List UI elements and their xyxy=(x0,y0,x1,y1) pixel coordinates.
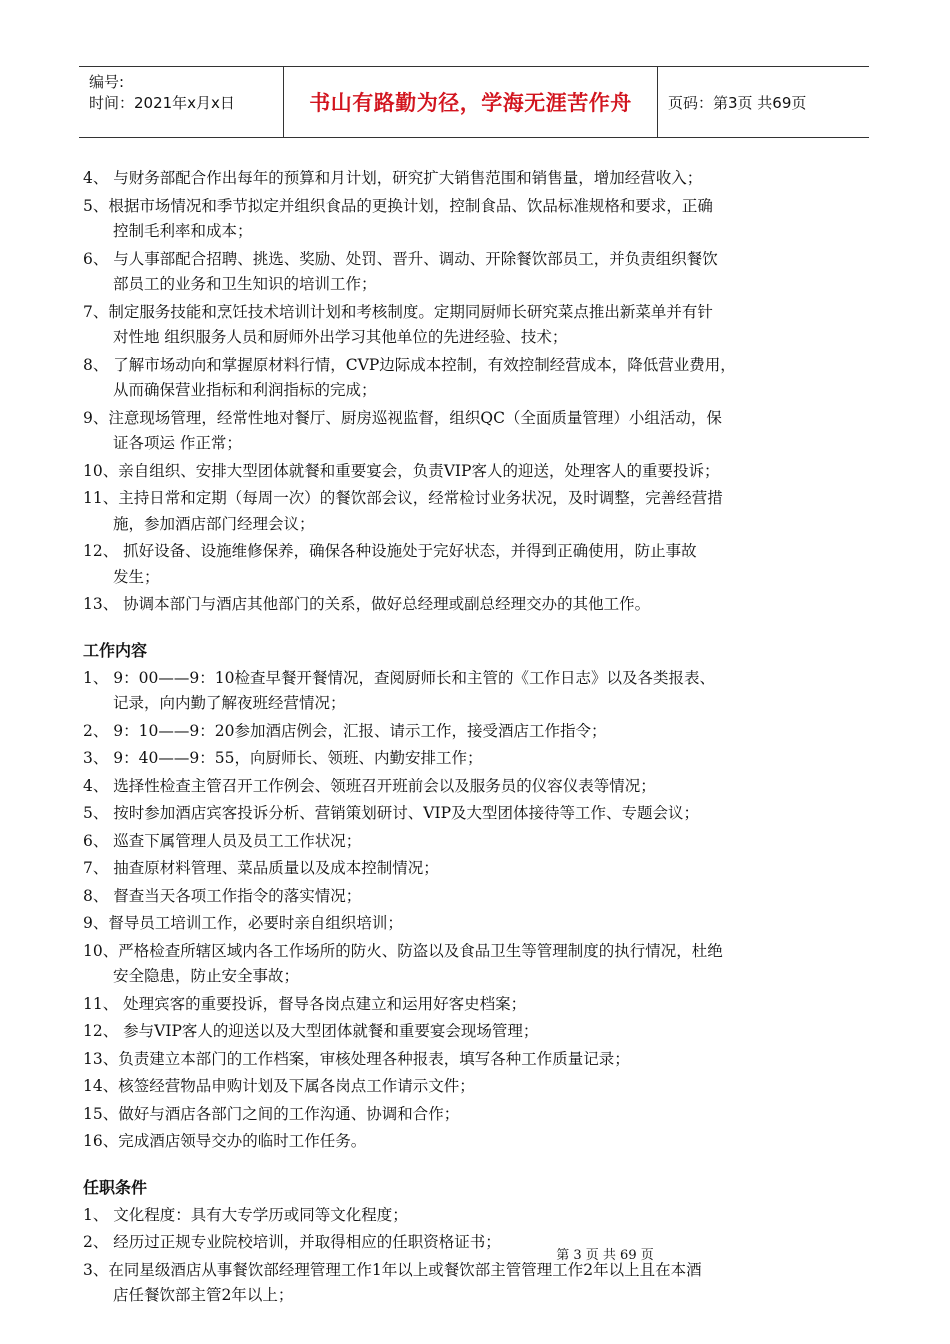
work-content-item xyxy=(83,719,875,745)
page-footer: 第 3 页 共 69 页 xyxy=(556,1248,654,1263)
list-item-text: 7、制定服务技能和烹饪技术培训计划和考核制度。定期同厨师长研究菜点推出新菜单并有针 xyxy=(83,302,713,321)
list-item-continuation: 证各项运 作正常； xyxy=(113,434,242,452)
list-item-text: 1、 9：00——9：10检查早餐开餐情况，查阅厨师长和主管的《工作日志》以及各类报表、 xyxy=(83,668,715,687)
duty-item xyxy=(83,486,875,537)
qualification-item xyxy=(83,1203,875,1229)
list-item-text: 11、 处理宾客的重要投诉，督导各岗点建立和运用好客史档案； xyxy=(83,994,527,1013)
list-item-text: 5、根据市场情况和季节拟定并组织食品的更换计划，控制食品、饮品标准规格和要求，正确 xyxy=(83,196,713,215)
work-content-item xyxy=(83,856,875,882)
list-item-text: 3、 9：40——9：55，向厨师长、领班、内勤安排工作； xyxy=(83,749,483,767)
duty-item xyxy=(83,166,875,192)
work-content-item xyxy=(83,666,875,717)
list-item-text: 10、亲自组织、安排大型团体就餐和重要宴会，负责VIP客人的迎送，处理客人的重要投诉； xyxy=(83,461,720,480)
list-item-text: 9、注意现场管理，经常性地对餐厅、厨房巡视监督，组织QC（全面质量管理）小组活动，保 xyxy=(83,408,722,427)
list-item-continuation: 安全隐患，防止安全事故； xyxy=(113,967,300,985)
header-motto: 书山有路勤为径，学海无涯苦作舟 xyxy=(284,67,658,137)
qualifications-title: 任职条件 xyxy=(83,1177,148,1197)
list-item-text: 2、 9：10——9：20参加酒店例会，汇报、请示工作，接受酒店工作指令； xyxy=(83,721,607,740)
list-item-text: 10、严格检查所辖区域内各工作场所的防火、防盗以及食品卫生等管理制度的执行情况，杜绝 xyxy=(83,941,723,960)
qualification-item xyxy=(83,1258,875,1309)
work-content-title: 工作内容 xyxy=(83,640,148,660)
duty-item xyxy=(83,459,875,485)
work-content-item xyxy=(83,1019,875,1045)
list-item-continuation: 店任餐饮部主管2年以上； xyxy=(113,1286,294,1304)
duty-item xyxy=(83,353,875,404)
work-content-item xyxy=(83,884,875,910)
list-item-continuation: 对性地 组织服务人员和厨师外出学习其他单位的先进经验、技术； xyxy=(113,328,568,346)
list-item-text: 7、 抽查原材料管理、菜品质量以及成本控制情况； xyxy=(83,859,439,877)
list-item-text: 8、 了解市场动向和掌握原材料行情，CVP边际成本控制，有效控制经营成本，降低营业费用， xyxy=(83,355,736,374)
work-content-item xyxy=(83,801,875,827)
list-item-text: 6、 与人事部配合招聘、挑选、奖励、处罚、晋升、调动、开除餐饮部员工，并负责组织餐饮 xyxy=(83,249,718,268)
work-content-item xyxy=(83,829,875,855)
list-item-continuation: 控制毛利率和成本； xyxy=(113,222,253,240)
duty-item xyxy=(83,406,875,457)
duty-item xyxy=(83,539,875,590)
document-body xyxy=(83,166,875,1311)
header-time-label: 时间：2021年x月x日 xyxy=(89,94,235,112)
list-item-continuation: 从而确保营业指标和利润指标的完成； xyxy=(113,381,377,399)
list-item-continuation: 施，参加酒店部门经理会议； xyxy=(113,514,315,533)
list-item-text: 12、 参与VIP客人的迎送以及大型团体就餐和重要宴会现场管理； xyxy=(83,1022,539,1040)
list-item-text: 13、 协调本部门与酒店其他部门的关系，做好总经理或副总经理交办的其他工作。 xyxy=(83,595,651,613)
list-item-text: 2、 经历过正规专业院校培训，并取得相应的任职资格证书； xyxy=(83,1233,501,1251)
duty-item xyxy=(83,194,875,245)
list-item-text: 15、做好与酒店各部门之间的工作沟通、协调和合作； xyxy=(83,1104,460,1123)
list-item-text: 13、负责建立本部门的工作档案，审核处理各种报表，填写各种工作质量记录； xyxy=(83,1049,630,1068)
work-content-item xyxy=(83,939,875,990)
work-content-item xyxy=(83,1102,875,1128)
duty-item xyxy=(83,300,875,351)
work-content-item xyxy=(83,1129,875,1155)
work-content-list xyxy=(83,666,875,1155)
list-item-text: 8、 督查当天各项工作指令的落实情况； xyxy=(83,886,362,905)
header-meta xyxy=(79,67,284,137)
list-item-text: 4、 选择性检查主管召开工作例会、领班召开班前会以及服务员的仪容仪表等情况； xyxy=(83,776,656,795)
list-item-text: 9、督导员工培训工作，必要时亲自组织培训； xyxy=(83,914,403,932)
duty-item xyxy=(83,247,875,298)
work-content-item xyxy=(83,1074,875,1100)
list-item-text: 3、在同星级酒店从事餐饮部经理管理工作1年以上或餐饮部主管管理工作2年以上且在本酒 xyxy=(83,1260,702,1279)
work-content-item xyxy=(83,1047,875,1073)
duties-list xyxy=(83,166,875,618)
header-page-info: 页码：第3页 共69页 xyxy=(668,93,807,112)
list-item-text: 1、 文化程度：具有大专学历或同等文化程度； xyxy=(83,1205,408,1224)
list-item-continuation: 部员工的业务和卫生知识的培训工作； xyxy=(113,275,377,293)
list-item-text: 12、 抓好设备、设施维修保养，确保各种设施处于完好状态，并得到正确使用，防止事故 xyxy=(83,542,697,560)
list-item-continuation: 记录，向内勤了解夜班经营情况； xyxy=(113,694,346,712)
work-content-item xyxy=(83,992,875,1018)
list-item-text: 6、 巡查下属管理人员及员工工作状况； xyxy=(83,831,362,850)
work-content-item xyxy=(83,746,875,772)
list-item-continuation: 发生； xyxy=(113,567,160,586)
list-item-text: 4、 与财务部配合作出每年的预算和月计划，研究扩大销售范围和销售量，增加经营收入； xyxy=(83,169,703,187)
list-item-text: 14、核签经营物品申购计划及下属各岗点工作请示文件； xyxy=(83,1077,475,1095)
list-item-text: 16、完成酒店领导交办的临时工作任务。 xyxy=(83,1132,367,1150)
page-header xyxy=(79,66,869,138)
header-code-label: 编号: xyxy=(89,73,125,91)
work-content-item xyxy=(83,911,875,937)
work-content-item xyxy=(83,774,875,800)
duty-item xyxy=(83,592,875,618)
list-item-text: 11、主持日常和定期（每周一次）的餐饮部会议，经常检讨业务状况，及时调整，完善经营措 xyxy=(83,489,723,507)
list-item-text: 5、 按时参加酒店宾客投诉分析、营销策划研讨、VIP及大型团体接待等工作、专题会议； xyxy=(83,804,700,822)
